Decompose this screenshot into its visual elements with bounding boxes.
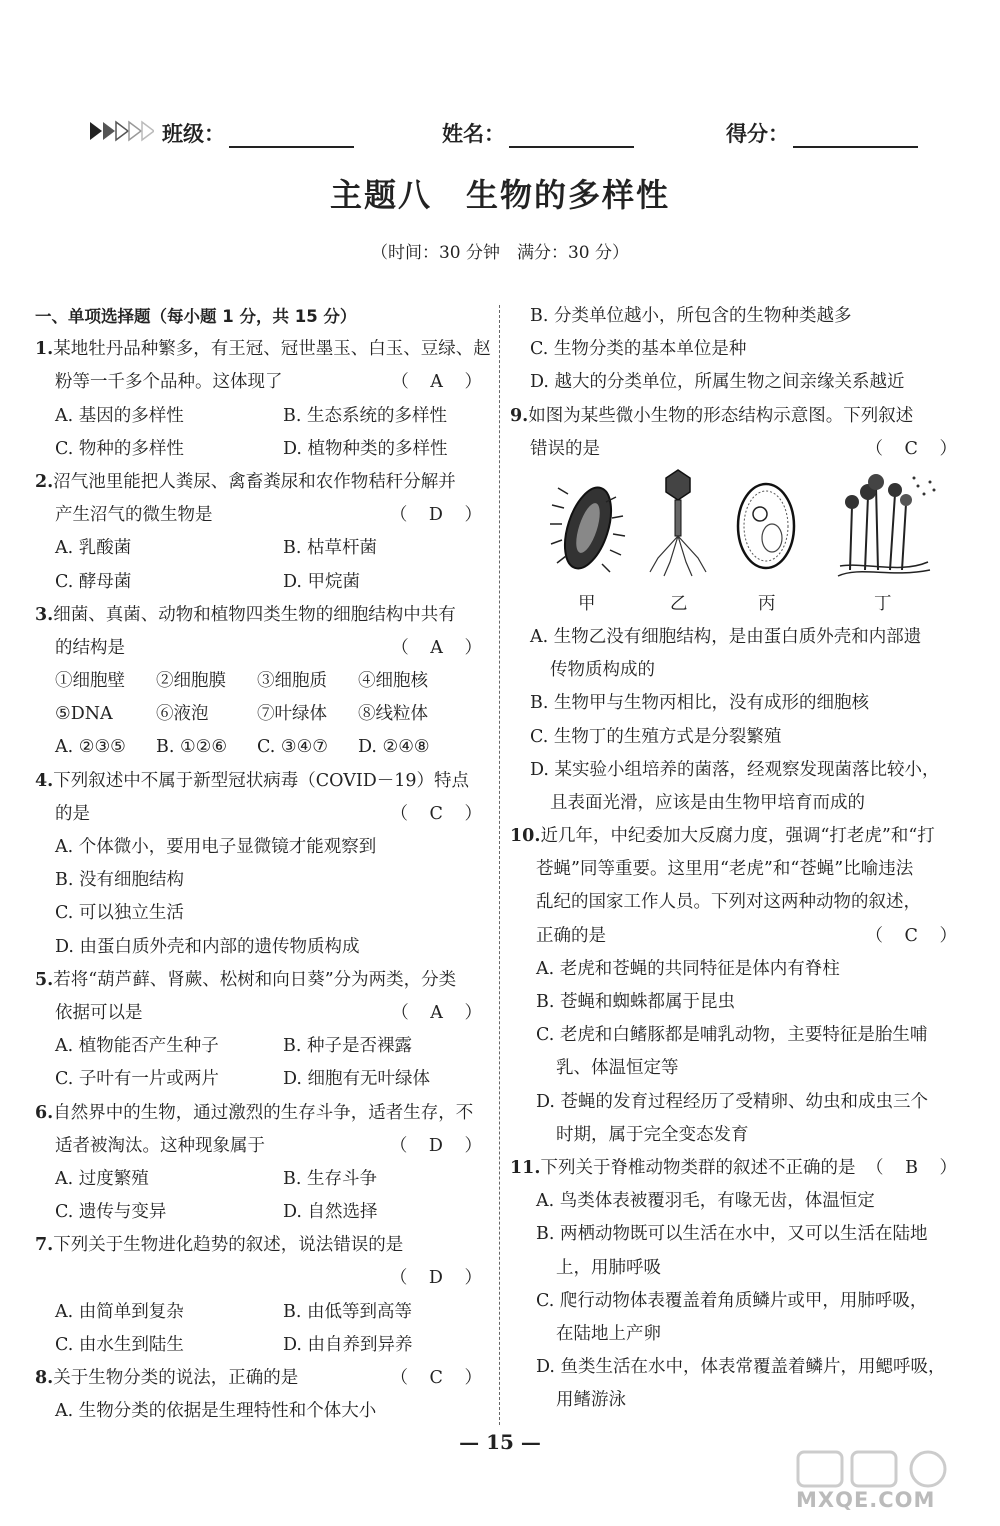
virus-illustration: [650, 470, 706, 576]
option-d: D. 细胞有无叶绿体: [283, 1069, 431, 1090]
option-b: B. 由低等到高等: [283, 1301, 412, 1322]
question-text: 错误的是: [530, 438, 600, 459]
question-text: 某地牡丹品种繁多，有王冠、冠世墨玉、白玉、豆绿、赵: [53, 339, 491, 360]
watermark-text: MXQE.COM: [796, 1488, 936, 1512]
answer-bracket: （ D ）: [389, 1135, 490, 1156]
question-8-continued: [510, 300, 965, 400]
score-field: [726, 118, 918, 148]
option-d: D. ②④⑧: [358, 737, 430, 758]
question-text: 自然界中的生物，通过激烈的生存斗争，适者生存，不: [53, 1102, 474, 1123]
answer-bracket: （ C ）: [390, 803, 490, 824]
question-text: 近几年，中纪委加大反腐力度，强调“打老虎”和“打: [540, 826, 935, 847]
option-c: C. 由水生到陆生: [55, 1334, 184, 1355]
option-c: C. 生物丁的生殖方式是分裂繁殖: [530, 726, 782, 747]
option-d: D. 甲烷菌: [283, 571, 361, 592]
question-number: 9.: [510, 405, 529, 426]
question-text: 下列叙述中不属于新型冠状病毒（COVID－19）特点: [53, 770, 470, 791]
column-divider: [499, 305, 500, 1425]
score-blank[interactable]: [793, 126, 918, 148]
answer-bracket: （ C ）: [865, 438, 965, 459]
option-b: B. 生物甲与生物丙相比，没有成形的细胞核: [530, 693, 869, 714]
question-6: [35, 1097, 490, 1230]
watermark-logo: [788, 1448, 978, 1518]
name-label: 姓名：: [442, 122, 505, 146]
watermark-icon: [788, 1448, 978, 1492]
option-b: B. 生存斗争: [283, 1168, 377, 1189]
arrow-decoration-icon: [90, 120, 154, 142]
option-b: B. 生态系统的多样性: [283, 405, 447, 426]
option-a: A. 乳酸菌: [55, 538, 132, 559]
answer-bracket: （ A ）: [391, 1002, 490, 1023]
answer-bracket: （ D ）: [389, 505, 490, 526]
option-b-cont: 上，用肺呼吸: [556, 1257, 661, 1278]
answer-bracket: （ C ）: [390, 1368, 490, 1388]
option-a: A. 生物乙没有细胞结构，是由蛋白质外壳和内部遗: [530, 626, 922, 647]
microorganism-figure: [510, 466, 965, 588]
exam-time-info: （时间：30 分钟 满分：30 分）: [370, 243, 630, 263]
question-number: 1.: [35, 339, 54, 360]
question-number: 5.: [35, 969, 54, 990]
yeast-illustration: [738, 484, 794, 568]
question-3: [35, 599, 490, 765]
option-a: A. ②③⑤: [55, 737, 126, 758]
figure-labels: [510, 588, 965, 621]
option-d-cont: 用鳍游泳: [556, 1390, 626, 1411]
option-a: A. 个体微小，要用电子显微镜才能观察到: [55, 837, 377, 857]
option-d: D. 越大的分类单位，所属生物之间亲缘关系越近: [530, 372, 905, 393]
figure-label-bing: 丙: [758, 593, 776, 614]
question-10: [510, 820, 965, 1152]
item-7: ⑦叶绿体: [257, 704, 327, 725]
option-b: B. 分类单位越小，所包含的生物种类越多: [530, 306, 852, 326]
option-a: A. 由简单到复杂: [55, 1301, 184, 1322]
question-4: [35, 765, 490, 964]
name-field: [442, 118, 634, 148]
option-d-cont: 且表面光滑，应该是由生物甲培育而成的: [550, 792, 865, 813]
class-label: 班级：: [162, 122, 225, 146]
left-column: [35, 300, 490, 1428]
class-blank[interactable]: [229, 126, 354, 148]
option-a: A. 老虎和苍蝇的共同特征是体内有脊柱: [536, 958, 840, 979]
question-text: 关于生物分类的说法，正确的是: [53, 1368, 299, 1388]
question-number: 6.: [35, 1102, 54, 1123]
question-8: [35, 1362, 490, 1428]
page-title: 主题八 生物的多样性: [329, 176, 670, 214]
item-8: ⑧线粒体: [358, 704, 428, 725]
option-c: C. 物种的多样性: [55, 438, 184, 459]
question-text: 下列关于脊椎动物类群的叙述不正确的是: [540, 1157, 856, 1178]
option-b: B. 枯草杆菌: [283, 538, 377, 559]
question-text: 正确的是: [536, 925, 606, 946]
question-2: [35, 466, 490, 599]
answer-bracket: （ A ）: [391, 637, 490, 658]
answer-bracket: （ D ）: [389, 1268, 490, 1289]
option-d: D. 某实验小组培养的菌落，经观察发现菌落比较小，: [530, 759, 940, 780]
question-11: [510, 1152, 965, 1418]
option-c: C. 遗传与变异: [55, 1202, 167, 1223]
question-text: 的结构是: [55, 637, 125, 658]
option-a: A. 生物分类的依据是生理特性和个体大小: [55, 1401, 377, 1422]
option-d: D. 苍蝇的发育过程经历了受精卵、幼虫和成虫三个: [536, 1091, 929, 1112]
option-d-cont: 时期，属于完全变态发育: [556, 1124, 749, 1145]
option-c: C. 老虎和白鳍豚都是哺乳动物，主要特征是胎生哺: [536, 1025, 928, 1046]
answer-bracket: （ A ）: [391, 372, 490, 393]
student-info-header: [90, 112, 920, 152]
option-c: C. 爬行动物体表覆盖着角质鳞片或甲，用肺呼吸，: [536, 1290, 928, 1311]
figure-label-jia: 甲: [578, 593, 596, 614]
option-d: D. 自然选择: [283, 1202, 378, 1223]
option-a: A. 鸟类体表被覆羽毛，有喙无齿，体温恒定: [536, 1191, 875, 1212]
question-text: 沼气池里能把人粪尿、禽畜粪尿和农作物秸秆分解并: [53, 471, 456, 492]
question-text: 适者被淘汰。这种现象属于: [55, 1135, 265, 1156]
question-text: 粉等一千多个品种。这体现了: [55, 372, 283, 393]
option-b: B. 苍蝇和蜘蛛都属于昆虫: [536, 992, 735, 1012]
option-a: A. 过度繁殖: [55, 1168, 149, 1189]
question-number: 2.: [35, 471, 54, 492]
option-b: B. 没有细胞结构: [55, 870, 184, 891]
option-c-cont: 在陆地上产卵: [556, 1323, 661, 1344]
answer-bracket: （ B ）: [866, 1157, 965, 1178]
question-text: 若将“葫芦藓、肾蕨、松树和向日葵”分为两类，分类: [53, 969, 457, 990]
option-b: B. ①②⑥: [156, 737, 228, 758]
option-d: D. 鱼类生活在水中，体表常覆盖着鳞片，用鳃呼吸，: [536, 1357, 946, 1378]
question-5: [35, 964, 490, 1097]
option-c: C. 可以独立生活: [55, 903, 184, 924]
item-5: ⑤DNA: [55, 704, 113, 725]
question-number: 11.: [510, 1157, 541, 1178]
question-text: 苍蝇”同等重要。这里用“老虎”和“苍蝇”比喻违法: [536, 859, 914, 880]
option-c: C. 酵母菌: [55, 571, 132, 592]
option-d: D. 植物种类的多样性: [283, 438, 448, 459]
question-text: 的是: [55, 803, 90, 824]
question-text: 产生沼气的微生物是: [55, 505, 213, 526]
item-6: ⑥液泡: [156, 704, 209, 725]
option-c: C. 子叶有一片或两片: [55, 1069, 219, 1090]
item-2: ②细胞膜: [156, 671, 226, 692]
option-a: A. 基因的多样性: [55, 405, 184, 426]
name-blank[interactable]: [509, 126, 634, 148]
option-c: C. ③④⑦: [257, 737, 328, 758]
option-c: C. 生物分类的基本单位是种: [530, 339, 747, 360]
figure-label-ding: 丁: [874, 593, 892, 614]
item-1: ①细胞壁: [55, 671, 125, 692]
class-field: [162, 118, 354, 148]
score-label: 得分：: [726, 122, 789, 146]
option-a: A. 植物能否产生种子: [55, 1036, 219, 1057]
question-7: [35, 1229, 490, 1362]
page-number: — 15 —: [459, 1430, 541, 1454]
bacterium-illustration: [550, 482, 625, 574]
question-number: 3.: [35, 604, 54, 625]
figure-label-yi: 乙: [670, 593, 688, 614]
question-number: 10.: [510, 826, 541, 847]
question-1: [35, 333, 490, 466]
question-text: 依据可以是: [55, 1002, 143, 1023]
mold-illustration: [838, 474, 936, 576]
question-9: [510, 400, 965, 821]
option-a-cont: 传物质构成的: [550, 660, 655, 681]
right-column: [510, 300, 965, 1417]
option-b: B. 种子是否裸露: [283, 1036, 412, 1057]
question-number: 7.: [35, 1235, 54, 1256]
option-d: D. 由蛋白质外壳和内部的遗传物质构成: [55, 936, 360, 957]
item-4: ④细胞核: [358, 671, 428, 692]
option-c-cont: 乳、体温恒定等: [556, 1058, 679, 1079]
question-number: 4.: [35, 770, 54, 791]
question-text: 下列关于生物进化趋势的叙述，说法错误的是: [53, 1235, 404, 1256]
question-text: 如图为某些微小生物的形态结构示意图。下列叙述: [528, 405, 914, 426]
item-3: ③细胞质: [257, 671, 327, 692]
option-b: B. 两栖动物既可以生活在水中，又可以生活在陆地: [536, 1224, 928, 1245]
answer-bracket: （ C ）: [865, 925, 965, 946]
question-number: 8.: [35, 1368, 54, 1388]
question-text: 细菌、真菌、动物和植物四类生物的细胞结构中共有: [53, 604, 456, 625]
section-heading: 一、单项选择题（每小题 1 分，共 15 分）: [35, 307, 357, 326]
question-text: 乱纪的国家工作人员。下列对这两种动物的叙述，: [536, 892, 921, 913]
option-d: D. 由自养到异养: [283, 1334, 413, 1355]
